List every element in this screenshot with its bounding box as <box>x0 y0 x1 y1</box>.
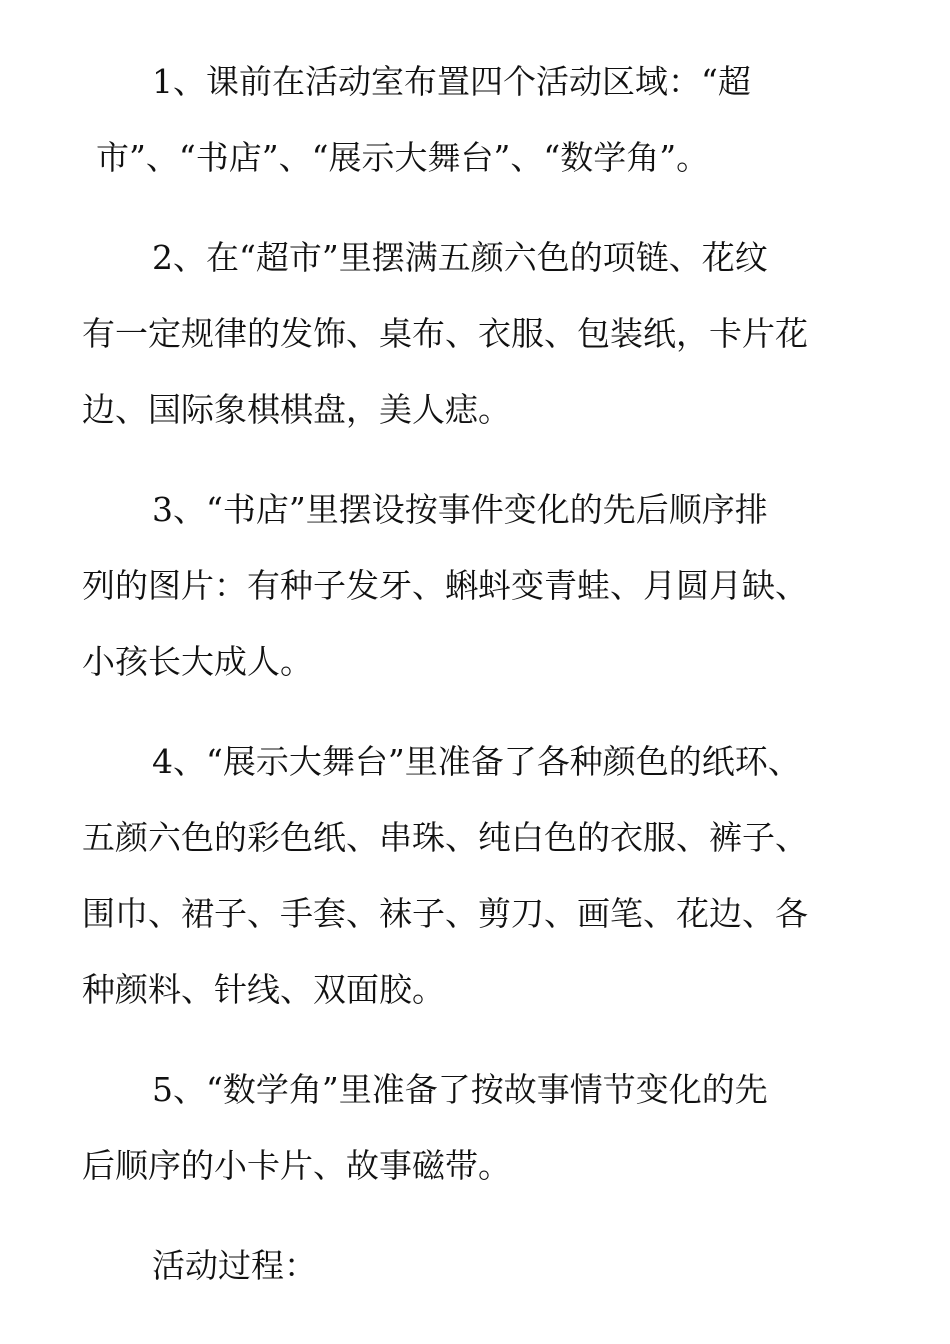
paragraph-3-line-2: 列的图片：有种子发牙、蝌蚪变青蛙、月圆月缺、 <box>82 566 808 605</box>
paragraph-2-line-2: 有一定规律的发饰、桌布、衣服、包装纸，卡片花 <box>82 314 808 353</box>
paragraph-1-line-1: 1、课前在活动室布置四个活动区域：“超 <box>152 62 751 101</box>
paragraph-4-line-1: 4、“展示大舞台”里准备了各种颜色的纸环、 <box>152 742 801 781</box>
section-heading-activity-process: 活动过程： <box>152 1246 317 1285</box>
paragraph-2-line-3: 边、国际象棋棋盘，美人痣。 <box>82 390 511 429</box>
paragraph-3-line-1: 3、“书店”里摆设按事件变化的先后顺序排 <box>152 490 768 529</box>
paragraph-3-line-3: 小孩长大成人。 <box>82 642 313 681</box>
paragraph-1-line-2: 市”、“书店”、“展示大舞台”、“数学角”。 <box>96 138 710 177</box>
paragraph-4-line-4: 种颜料、针线、双面胶。 <box>82 970 445 1009</box>
paragraph-4-line-2: 五颜六色的彩色纸、串珠、纯白色的衣服、裤子、 <box>82 818 808 857</box>
paragraph-5-line-2: 后顺序的小卡片、故事磁带。 <box>82 1146 511 1185</box>
paragraph-2-line-1: 2、在“超市”里摆满五颜六色的项链、花纹 <box>152 238 768 277</box>
paragraph-5-line-1: 5、“数学角”里准备了按故事情节变化的先 <box>152 1070 768 1109</box>
paragraph-4-line-3: 围巾、裙子、手套、袜子、剪刀、画笔、花边、各 <box>82 894 808 933</box>
